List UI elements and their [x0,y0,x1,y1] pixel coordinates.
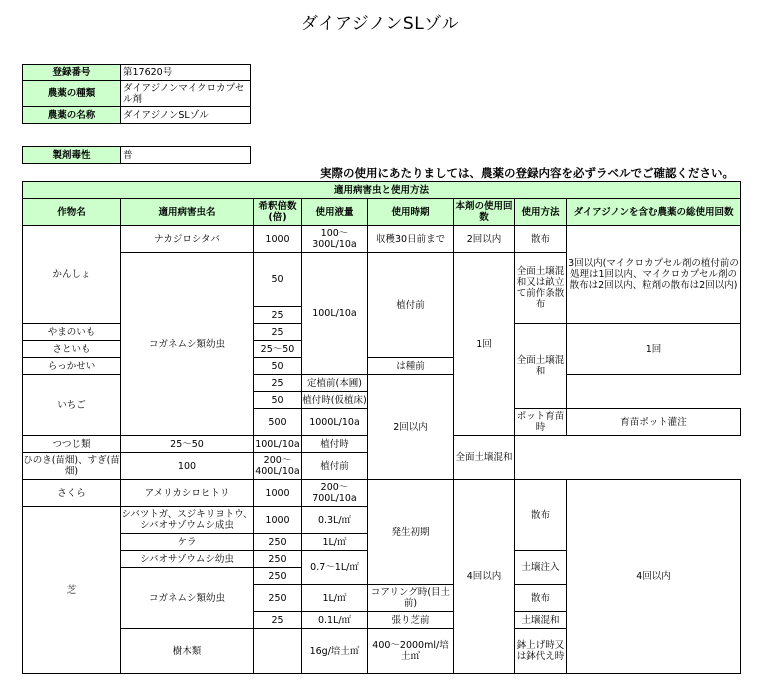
dilution-cell: 25 [254,375,302,392]
method-cell: 土壌混和 [515,612,567,629]
crop-cell: かんしょ [23,226,121,324]
timing-cell: 植付時(仮植床) [302,392,368,409]
timing-cell: 植付時 [302,436,368,453]
pesticide-type-value: ダイアジノンマイクロカプセル剤 [121,81,251,107]
crop-cell: いちご [23,375,121,436]
pest-cell: コガネムシ類幼虫 [121,253,254,436]
toxicity-value: 普 [121,147,251,164]
usage-table [22,181,741,674]
dilution-cell: 25～50 [254,341,302,358]
dilution-cell: 25 [254,612,302,629]
method-cell: 散布 [515,226,567,253]
method-cell: 全面土壌混和 [454,436,515,480]
header-method: 使用方法 [515,199,567,226]
dilution-cell: 500 [254,409,302,436]
crop-cell: 樹木類 [121,629,254,674]
count-cell: 1回 [454,253,515,436]
reg-no-value: 第17620号 [121,65,251,81]
crop-cell: ひのき(苗畑)、すぎ(苗畑) [23,453,121,480]
pest-cell: ケラ [121,534,254,551]
dilution-cell: 25 [254,324,302,341]
dilution-cell: 1000 [254,480,302,507]
pest-cell: シバツトガ、スジキリヨトウ、シバオサゾウムシ成虫 [121,507,254,534]
pest-cell: シバオサゾウムシ幼虫 [121,551,254,568]
timing-cell: 定植前(本圃) [302,375,368,392]
dilution-cell: 1000 [254,226,302,253]
timing-cell: 収穫30日前まで [368,226,454,253]
dilution-cell: 50 [254,392,302,409]
header-crop: 作物名 [23,199,121,226]
table-caption: 適用病害虫と使用方法 [23,182,741,199]
crop-cell: つつじ類 [23,436,121,453]
header-pest: 適用病害虫名 [121,199,254,226]
total-cell: 2回以内 [368,375,454,480]
dilution-cell: 25 [254,307,302,324]
count-cell: 4回以内 [454,480,515,674]
header-dilution: 希釈倍数(倍) [254,199,302,226]
total-cell: 4回以内 [567,480,741,674]
label-notice: 実際の使用にあたりましては、農薬の登録内容を必ずラベルでご確認ください。 [320,166,734,180]
pest-cell [254,629,302,674]
total-cell: 3回以内(マイクロカプセル剤の植付前の処理は1回以内、マイクロカプセル剤の散布は2回以内、粒剤の散布は2回以内) [567,226,741,324]
volume-cell: 100L/10a [254,436,302,453]
volume-cell: 100L/10a [302,253,368,375]
page-title: ダイアジノンSLゾル [300,14,460,34]
volume-cell: 200～400L/10a [254,453,302,480]
pest-cell: アメリカシロヒトリ [121,480,254,507]
volume-cell: 1L/㎡ [302,585,368,612]
header-total: ダイアジノンを含む農薬の総使用回数 [567,199,741,226]
timing-cell: 張り芝前 [368,612,454,629]
crop-cell: 芝 [23,507,121,674]
pesticide-name-value: ダイアジノンSLゾル [121,107,251,124]
volume-cell: 0.1L/㎡ [302,612,368,629]
method-cell: 散布 [515,480,567,551]
volume-cell: 1000L/10a [302,409,368,436]
toxicity-table [22,146,251,164]
timing-cell: 鉢上げ時又は鉢代え時 [515,629,567,674]
volume-cell: 0.7～1L/㎡ [302,551,368,585]
volume-cell: 100～300L/10a [302,226,368,253]
timing-cell: 植付前 [368,253,454,358]
timing-cell: 植付前 [302,453,368,480]
volume-cell: 1L/㎡ [302,534,368,551]
timing-cell: コアリング時(目土前) [368,585,454,612]
volume-cell: 400～2000ml/培土㎥ [368,629,454,674]
method-cell: 全面土壌混和又は畝立て前作条散布 [515,253,567,324]
pest-cell: コガネムシ類幼虫 [121,568,254,629]
method-cell: 全面土壌混和 [515,324,567,409]
volume-cell: 200～700L/10a [302,480,368,507]
dilution-cell: 100 [121,453,254,480]
timing-cell: は種前 [368,358,454,375]
registration-info-table [22,64,251,124]
pesticide-name-label: 農薬の名称 [23,107,121,124]
timing-cell: ポット育苗時 [515,409,567,436]
dilution-cell: 50 [254,253,302,307]
count-cell: 2回以内 [454,226,515,253]
crop-cell: さといも [23,341,121,358]
dilution-cell: 250 [254,551,302,568]
method-cell: 土壌注入 [515,551,567,585]
dilution-cell: 25～50 [121,436,254,453]
header-count: 本剤の使用回数 [454,199,515,226]
header-volume: 使用液量 [302,199,368,226]
timing-cell: 発生初期 [368,480,454,585]
total-cell: 1回 [567,324,741,375]
dilution-cell: 250 [254,568,302,585]
dilution-cell: 1000 [254,507,302,534]
pest-cell: ナカジロシタバ [121,226,254,253]
dilution-cell: 16g/培土㎥ [302,629,368,674]
pesticide-type-label: 農薬の種類 [23,81,121,107]
dilution-cell: 50 [254,358,302,375]
method-cell: 育苗ポット灌注 [567,409,741,436]
method-cell: 散布 [515,585,567,612]
crop-cell: らっかせい [23,358,121,375]
toxicity-label: 製剤毒性 [23,147,121,164]
crop-cell: さくら [23,480,121,507]
dilution-cell: 250 [254,534,302,551]
header-timing: 使用時期 [368,199,454,226]
crop-cell: やまのいも [23,324,121,341]
reg-no-label: 登録番号 [23,65,121,81]
volume-cell: 0.3L/㎡ [302,507,368,534]
dilution-cell: 250 [254,585,302,612]
